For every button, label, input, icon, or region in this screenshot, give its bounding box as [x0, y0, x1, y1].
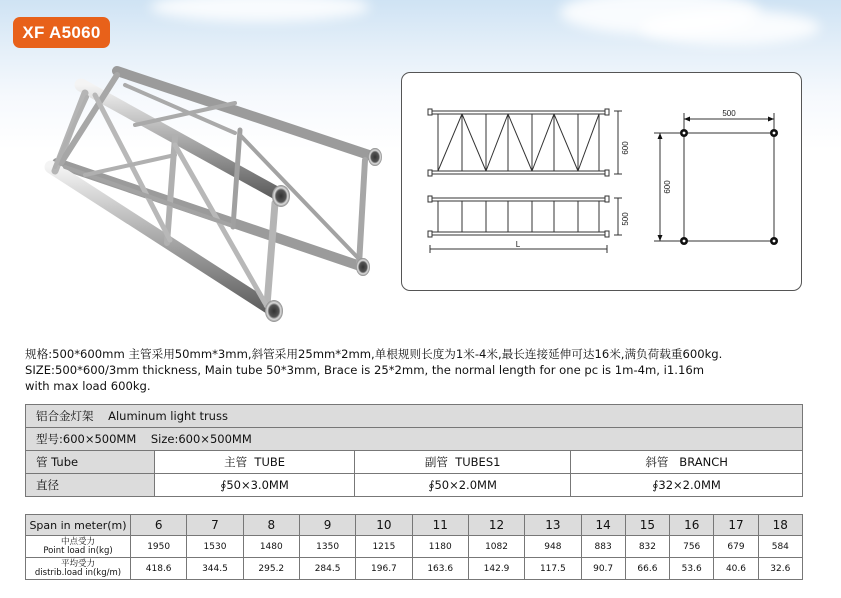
point-load-cell: 832: [625, 536, 669, 558]
name-row: 铝合金灯架 Aluminum light truss: [26, 405, 803, 428]
tube-header: 主管 TUBE: [155, 451, 355, 474]
point-load-cell: 883: [581, 536, 625, 558]
distrib-load-cell: 90.7: [581, 558, 625, 580]
load-table: [25, 514, 803, 580]
span-cell: 9: [299, 515, 355, 536]
span-cell: 13: [525, 515, 581, 536]
cloud: [150, 0, 370, 22]
span-cell: 11: [412, 515, 468, 536]
tube-header: 斜管 BRANCH: [571, 451, 803, 474]
distrib-load-cell: 284.5: [299, 558, 355, 580]
distrib-load-cell: 117.5: [525, 558, 581, 580]
point-load-cell: 1480: [243, 536, 299, 558]
point-load-label-cn: 中点受力: [60, 536, 95, 547]
span-cell: 6: [131, 515, 187, 536]
distrib-load-cell: 53.6: [670, 558, 714, 580]
spec-line-en-2: with max load 600kg.: [25, 379, 151, 393]
section-height-label: 600: [663, 180, 672, 194]
distrib-load-cell: 418.6: [131, 558, 187, 580]
distrib-load-cell: 40.6: [714, 558, 758, 580]
point-load-cell: 1180: [412, 536, 468, 558]
cloud: [640, 10, 820, 45]
top-height-label: 500: [621, 212, 630, 226]
distrib-load-label-en: distrib.load in(kg/m): [34, 567, 122, 578]
front-height-label: 600: [621, 141, 630, 155]
distrib-load-label: [26, 558, 131, 580]
point-load-cell: 948: [525, 536, 581, 558]
point-load-label-en: Point load in(kg): [43, 545, 113, 556]
point-load-cell: 756: [670, 536, 714, 558]
point-load-cell: 1215: [356, 536, 412, 558]
distrib-load-cell: 196.7: [356, 558, 412, 580]
distrib-load-cell: 295.2: [243, 558, 299, 580]
tube-header: 副管 TUBES1: [355, 451, 571, 474]
diameter-value: ∮32×2.0MM: [571, 474, 803, 497]
span-cell: 8: [243, 515, 299, 536]
span-cell: 15: [625, 515, 669, 536]
span-cell: 12: [468, 515, 524, 536]
technical-drawing: [401, 72, 802, 291]
point-load-cell: 1530: [187, 536, 243, 558]
tube-label: 管 Tube: [26, 451, 155, 474]
point-load-cell: 1082: [468, 536, 524, 558]
point-load-label: [26, 536, 131, 558]
span-cell: 10: [356, 515, 412, 536]
model-row: 型号:600×500MM Size:600×500MM: [26, 428, 803, 451]
model-badge: XF A5060: [13, 17, 110, 48]
point-load-cell: 679: [714, 536, 758, 558]
diameter-label: 直径: [26, 474, 155, 497]
distrib-load-cell: 32.6: [758, 558, 802, 580]
length-label: L: [515, 240, 521, 249]
span-cell: 18: [758, 515, 802, 536]
point-load-cell: 1350: [299, 536, 355, 558]
diameter-value: ∮50×3.0MM: [155, 474, 355, 497]
section-width-label: 500: [722, 109, 736, 118]
point-load-row: [26, 536, 803, 558]
diameter-value: ∮50×2.0MM: [355, 474, 571, 497]
spec-line-en-1: SIZE:500*600/3mm thickness, Main tube 50*3mm, Brace is 25*2mm, the normal length for one pc is 1m-4m, i1.16m: [25, 363, 704, 377]
truss-photo: [25, 55, 385, 345]
span-cell: 14: [581, 515, 625, 536]
point-load-cell: 584: [758, 536, 802, 558]
span-cell: 7: [187, 515, 243, 536]
point-load-cell: 1950: [131, 536, 187, 558]
span-row: [26, 515, 803, 536]
span-cell: 17: [714, 515, 758, 536]
distrib-load-cell: 344.5: [187, 558, 243, 580]
distrib-load-cell: 142.9: [468, 558, 524, 580]
distrib-load-cell: 66.6: [625, 558, 669, 580]
spec-line-cn: 规格:500*600mm 主管采用50mm*3mm,斜管采用25mm*2mm,单根规则长度为1米-4米,最长连接延伸可达16米,满负荷载重600kg.: [25, 347, 723, 361]
spec-text: [25, 346, 815, 394]
span-label: Span in meter(m): [26, 515, 131, 536]
distrib-load-cell: 163.6: [412, 558, 468, 580]
distrib-load-row: [26, 558, 803, 580]
span-cell: 16: [670, 515, 714, 536]
info-table: [25, 404, 803, 497]
distrib-load-label-cn: 平均受力: [60, 558, 95, 569]
